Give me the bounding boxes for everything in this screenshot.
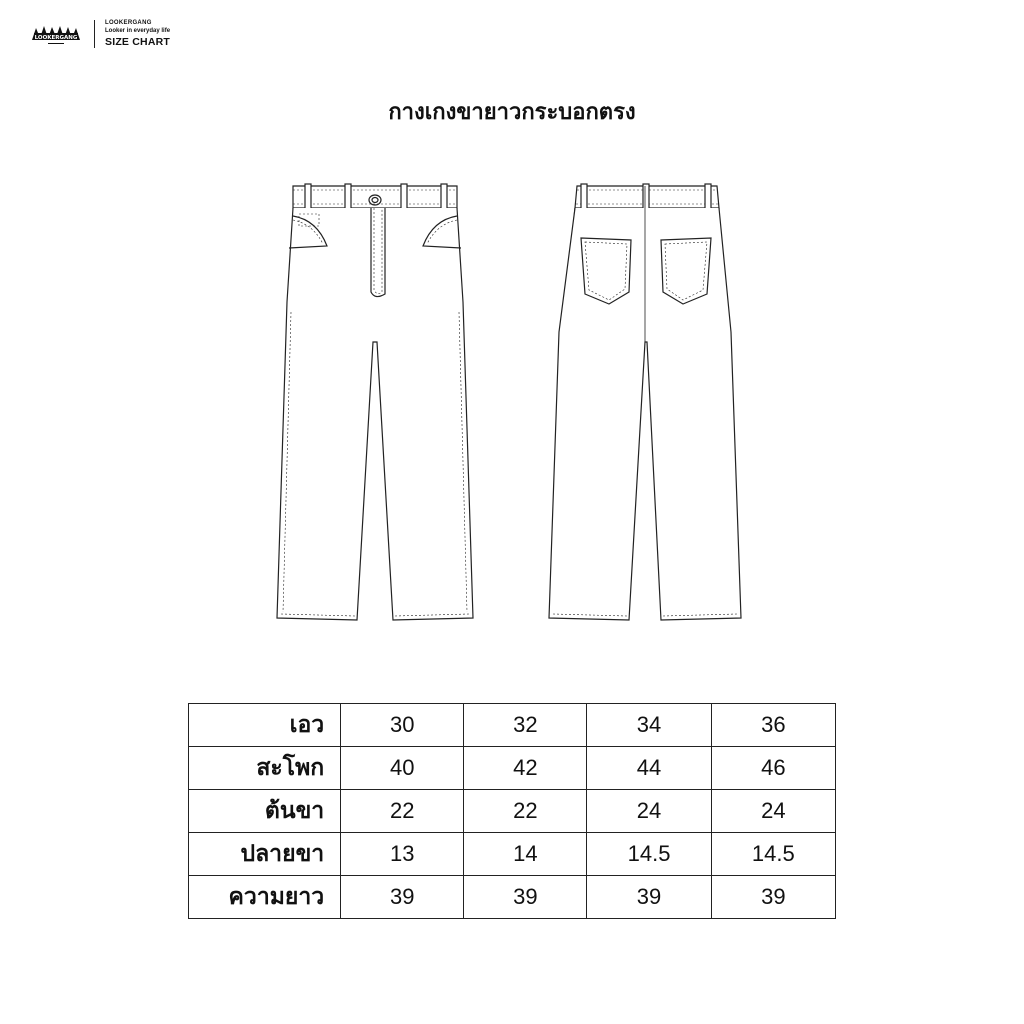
table-row bbox=[189, 790, 836, 833]
row-label: สะโพก bbox=[189, 747, 341, 790]
table-cell: 46 bbox=[711, 747, 835, 790]
brand-name: LOOKERGANG bbox=[105, 20, 152, 27]
table-row bbox=[189, 833, 836, 876]
table-cell: 24 bbox=[711, 790, 835, 833]
table-cell: 36 bbox=[711, 704, 835, 747]
table-row bbox=[189, 747, 836, 790]
row-label: เอว bbox=[189, 704, 341, 747]
table-cell: 22 bbox=[341, 790, 464, 833]
brand-text bbox=[105, 20, 170, 48]
table-cell: 32 bbox=[464, 704, 587, 747]
table-row bbox=[189, 876, 836, 919]
table-cell: 34 bbox=[587, 704, 711, 747]
table-cell: 39 bbox=[464, 876, 587, 919]
table-cell: 24 bbox=[587, 790, 711, 833]
brand-header bbox=[30, 18, 170, 50]
table-cell: 30 bbox=[341, 704, 464, 747]
table-cell: 44 bbox=[587, 747, 711, 790]
logo-text: LOOKERGANG bbox=[34, 35, 78, 41]
table-cell: 39 bbox=[711, 876, 835, 919]
table-cell: 39 bbox=[587, 876, 711, 919]
table-cell: 14 bbox=[464, 833, 587, 876]
pants-back-illustration bbox=[545, 182, 745, 628]
table-cell: 40 bbox=[341, 747, 464, 790]
size-table bbox=[188, 703, 836, 919]
row-label: ต้นขา bbox=[189, 790, 341, 833]
table-cell: 13 bbox=[341, 833, 464, 876]
table-cell: 39 bbox=[341, 876, 464, 919]
table-row bbox=[189, 704, 836, 747]
table-cell: 14.5 bbox=[711, 833, 835, 876]
brand-tagline: Looker in everyday life bbox=[105, 28, 171, 35]
page-title: กางเกงขายาวกระบอกตรง bbox=[388, 99, 636, 124]
brand-divider bbox=[94, 20, 95, 48]
doc-type-label: SIZE CHART bbox=[105, 36, 170, 49]
table-cell: 14.5 bbox=[587, 833, 711, 876]
table-cell: 22 bbox=[464, 790, 587, 833]
lookergang-logo bbox=[30, 20, 82, 48]
table-cell: 42 bbox=[464, 747, 587, 790]
row-label: ความยาว bbox=[189, 876, 341, 919]
pants-front-illustration bbox=[275, 182, 475, 628]
row-label: ปลายขา bbox=[189, 833, 341, 876]
